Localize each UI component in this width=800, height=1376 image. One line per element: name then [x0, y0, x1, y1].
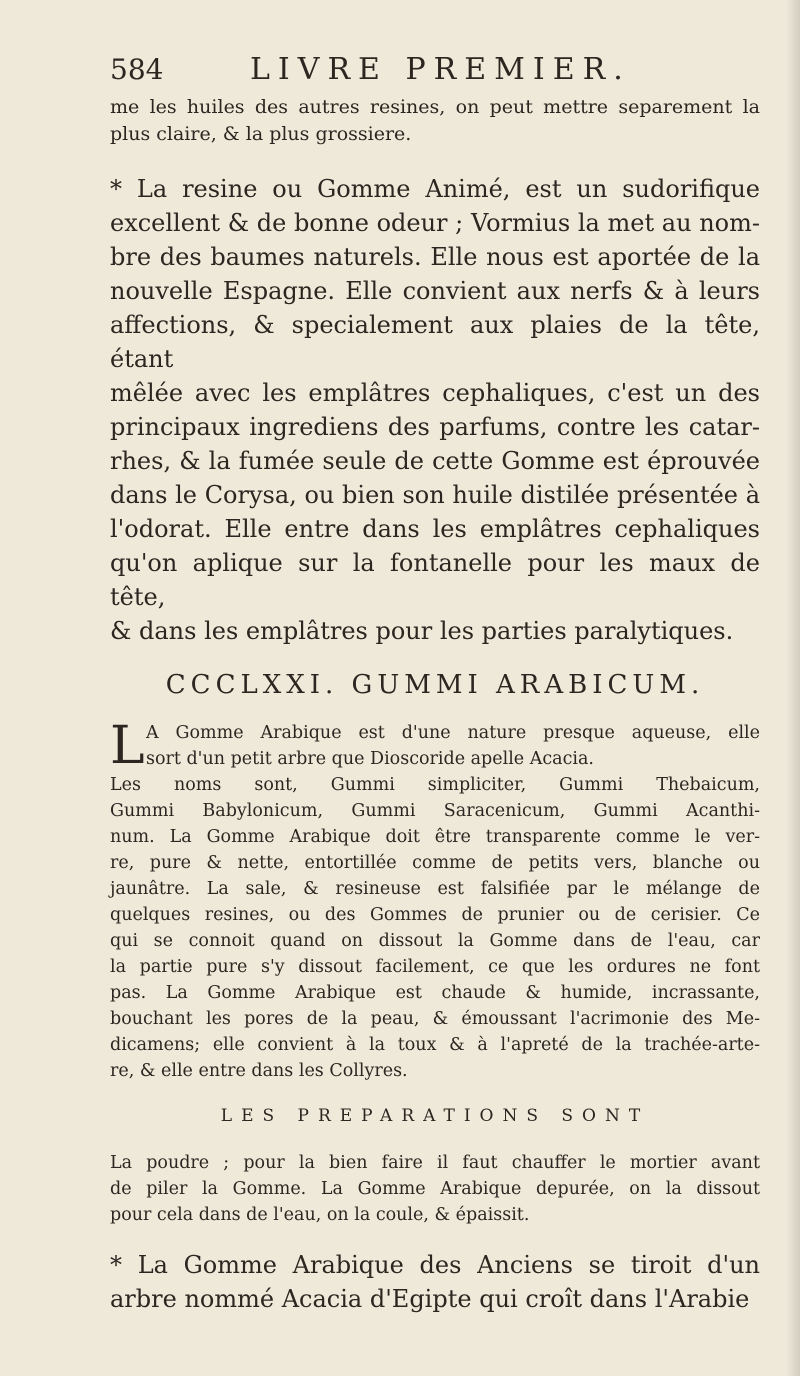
text-line: mêlée avec les emplâtres cephaliques, c'est un des [110, 379, 760, 407]
text-line: sort d'un petit arbre que Dioscoride apelle Acacia. [146, 749, 594, 769]
text-line: num. La Gomme Arabique doit être transparente comme le ver- [110, 827, 760, 847]
text-line: de piler la Gomme. La Gomme Arabique depurée, on la dissout [110, 1179, 760, 1199]
text-line: affections, & specialement aux plaies de la tête, étant [110, 311, 760, 373]
paragraph-gomme-anime [110, 172, 760, 648]
paragraph-preparations [110, 1150, 760, 1228]
text-line: l'odorat. Elle entre dans les emplâtres cephaliques [110, 515, 760, 543]
text-line: jaunâtre. La sale, & resineuse est falsifiée par le mélange de [110, 879, 760, 899]
text-line: principaux ingrediens des parfums, contre les catar- [110, 413, 760, 441]
text-line: Gummi Babylonicum, Gummi Saracenicum, Gummi Acanthi- [110, 801, 760, 821]
text-line: re, & elle entre dans les Collyres. [110, 1061, 408, 1081]
page-number: 584 [110, 53, 164, 86]
paragraph-anciens [110, 1248, 760, 1316]
text-line: La poudre ; pour la bien faire il faut chauffer le mortier avant [110, 1153, 760, 1173]
dropcap-block [110, 716, 760, 776]
text-line: qu'on aplique sur la fontanelle pour les maux de tête, [110, 549, 760, 611]
text-line: la partie pure s'y dissout facilement, ce que les ordures ne font [110, 957, 760, 977]
text-line: re, pure & nette, entortillée comme de petits vers, blanche ou [110, 853, 760, 873]
text-line: * La resine ou Gomme Animé, est un sudorifique [110, 175, 760, 203]
text-line: & dans les emplâtres pour les parties paralytiques. [110, 617, 734, 645]
text-line: * La Gomme Arabique des Anciens se tiroit d'un [110, 1251, 760, 1279]
text-line: excellent & de bonne odeur ; Vormius la met au nom- [110, 209, 760, 237]
section-heading: CCCLXXI. GUMMI ARABICUM. [165, 670, 705, 700]
drop-cap: L [110, 716, 145, 776]
paragraph-continuation [110, 94, 760, 148]
preparations-heading: LES PREPARATIONS SONT [220, 1106, 650, 1126]
text-line: Les noms sont, Gummi simpliciter, Gummi Thebaicum, [110, 775, 760, 795]
paragraph-gummi-arabicum [110, 716, 760, 1084]
text-line: pour cela dans de l'eau, on la coule, & épaissit. [110, 1205, 530, 1225]
running-title: LIVRE PREMIER. [250, 52, 631, 87]
text-line: nouvelle Espagne. Elle convient aux nerfs & à leurs [110, 277, 760, 305]
text-line: rhes, & la fumée seule de cette Gomme est éprouvée [110, 447, 760, 475]
running-head [110, 52, 760, 94]
text-line: quelques resines, ou des Gommes de prunier ou de cerisier. Ce [110, 905, 760, 925]
text-line: qui se connoit quand on dissout la Gomme dans de l'eau, car [110, 931, 760, 951]
text-line: pas. La Gomme Arabique est chaude & humide, incrassante, [110, 983, 760, 1003]
text-line: bouchant les pores de la peau, & émoussant l'acrimonie des Me- [110, 1009, 760, 1029]
text-block [110, 52, 760, 1316]
text-line: plus claire, & la plus grossiere. [110, 123, 412, 145]
text-line: arbre nommé Acacia d'Egipte qui croît dans l'Arabie [110, 1285, 750, 1313]
text-line: A Gomme Arabique est d'une nature presque aqueuse, elle [146, 723, 760, 743]
text-line: dans le Corysa, ou bien son huile distilée présentée à [110, 481, 760, 509]
text-line: dicamens; elle convient à la toux & à l'apreté de la trachée-arte- [110, 1035, 760, 1055]
text-line: me les huiles des autres resines, on peut mettre separement la [110, 96, 760, 118]
text-line: bre des baumes naturels. Elle nous est aportée de la [110, 243, 760, 271]
